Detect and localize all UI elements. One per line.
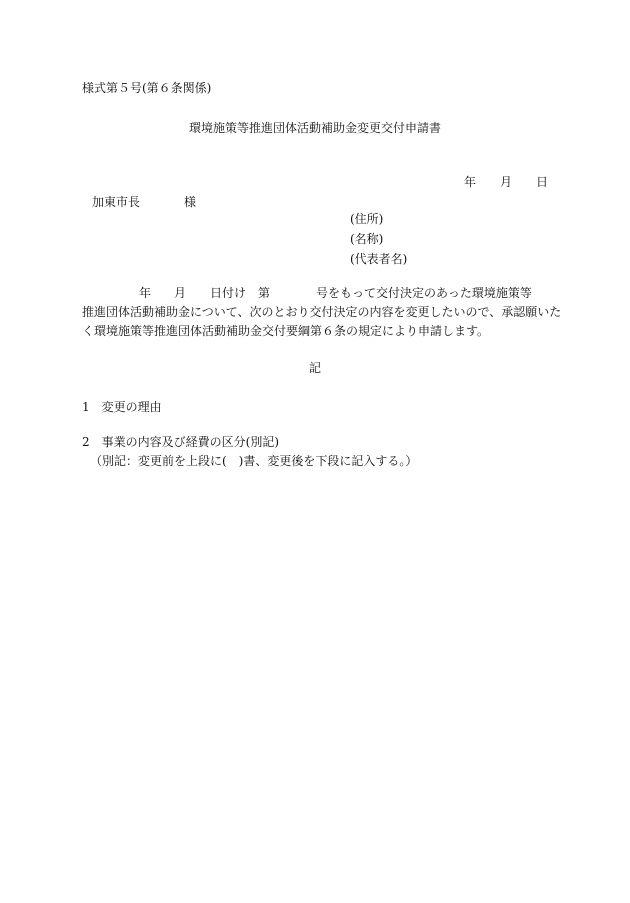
body-year-label: 年 — [139, 286, 152, 300]
body-number-prefix: 第 — [258, 286, 271, 300]
date-month-label: 月 — [500, 175, 513, 189]
date-line — [464, 176, 548, 188]
body-line-1-rest: 号をもって交付決定のあった環境施策等 — [316, 286, 532, 300]
document-title: 環境施策等推進団体活動補助金変更交付申請書 — [188, 121, 441, 135]
item-change-reason: 1 変更の理由 — [82, 400, 162, 414]
form-number: 様式第５号(第６条関係) — [82, 81, 212, 95]
applicant-representative-label: (代表者名) — [350, 252, 408, 266]
body-month-label: 月 — [174, 286, 187, 300]
applicant-name-label: (名称) — [350, 232, 384, 246]
addressee-name: 加東市長 — [92, 195, 141, 209]
applicant-address-label: (住所) — [350, 212, 384, 226]
item-project-content-note: （別記：変更前を上段に( )書、変更後を下段に記入する。） — [90, 454, 418, 468]
body-line-2: 推進団体活動補助金について、次のとおり交付決定の内容を変更したいので、承認願いた — [82, 305, 562, 319]
date-year-label: 年 — [464, 175, 477, 189]
record-heading: 記 — [308, 361, 321, 375]
addressee-honorific: 様 — [184, 195, 197, 209]
body-date-label: 日付け — [210, 286, 247, 300]
body-line-3: く環境施策等推進団体活動補助金交付要綱第６条の規定により申請します。 — [82, 324, 490, 338]
date-day-label: 日 — [536, 175, 549, 189]
item-project-content: 2 事業の内容及び経費の区分(別記) — [82, 435, 279, 449]
